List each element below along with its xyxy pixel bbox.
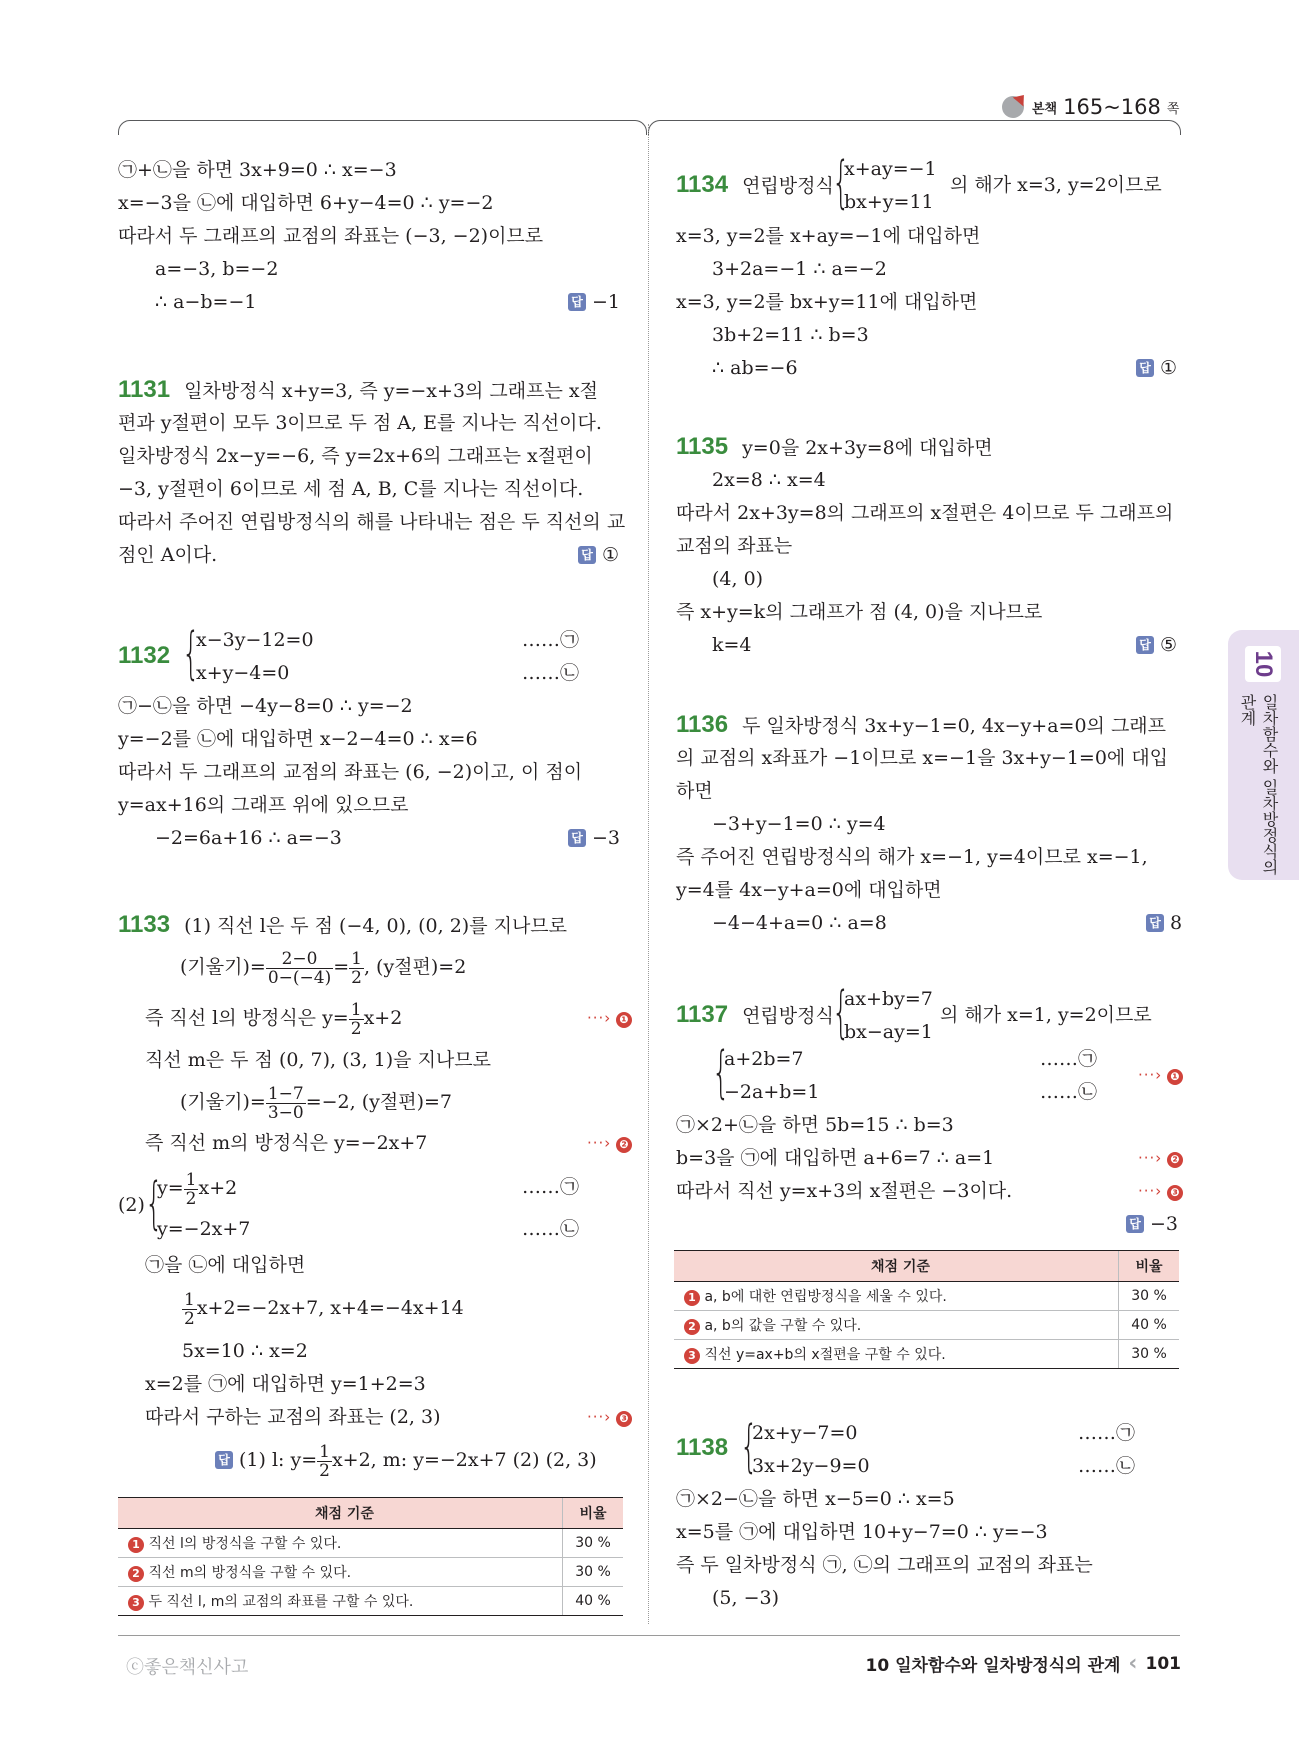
p1137-post: 의 해가 x=1, y=2이므로 (940, 1004, 1152, 1026)
system-brace: { (145, 1171, 163, 1236)
answer-icon: 답 (215, 1451, 233, 1469)
table-row: 2 직선 m의 방정식을 구할 수 있다. 30 % (118, 1558, 623, 1587)
table-header-criteria: 채점 기준 (118, 1498, 563, 1529)
p1137-tag1: ……㉠ (1040, 1048, 1098, 1070)
p1134-line3: x=3, y=2를 bx+y=11에 대입하면 (676, 291, 978, 313)
p1138-line2: x=5를 ㉠에 대입하면 10+y−7=0 ∴ y=−3 (676, 1521, 1048, 1543)
p1133-part2-label: (2) (118, 1194, 145, 1216)
table-header-ratio: 비율 (1119, 1251, 1180, 1282)
p1134-line4: 3b+2=11 ∴ b=3 (712, 324, 869, 346)
p1131-line5: 따라서 주어진 연립방정식의 해를 나타내는 점은 두 직선의 교 (118, 511, 626, 533)
left-frame-corner-r (632, 120, 647, 135)
system-brace: { (832, 980, 850, 1045)
chapter-number: 10 (1245, 646, 1281, 682)
chapter-side-tab (1228, 630, 1299, 880)
p1136-line4: −3+y−1=0 ∴ y=4 (712, 813, 886, 835)
p1136-answer: 답 8 (1146, 908, 1182, 938)
p1135-line5: (4, 0) (712, 568, 764, 590)
p1136-line2: 의 교점의 x좌표가 −1이므로 x=−1을 3x+y−1=0에 대입 (676, 747, 1169, 769)
p1135-line3: 따라서 2x+3y=8의 그래프의 x절편은 4이므로 두 그래프의 (676, 502, 1174, 524)
p1138-tag2: ……㉡ (1078, 1455, 1136, 1477)
p1134-eq1: x+ay=−1 (844, 158, 937, 180)
p1134-eq2: bx+y=11 (844, 191, 934, 213)
publisher: ⓒ좋은책신사고 (126, 1657, 249, 1678)
table-row: 1 직선 l의 방정식을 구할 수 있다. 30 % (118, 1529, 623, 1558)
right-frame-line (662, 120, 1168, 121)
p1130-answer: 답 −1 (568, 287, 620, 317)
p1132-line1: ㉠−㉡을 하면 −4y−8=0 ∴ y=−2 (118, 695, 413, 717)
system-brace: { (832, 150, 850, 215)
system-brace: { (182, 621, 200, 686)
p1131-line3: 일차방정식 2x−y=−6, 즉 y=2x+6의 그래프는 x절편이 (118, 445, 593, 467)
p1137-eq2: bx−ay=1 (844, 1021, 933, 1043)
p1132-eq2: x+y−4=0 (196, 662, 290, 684)
p1133-line13: 따라서 구하는 교점의 좌표는 (2, 3) (145, 1406, 441, 1428)
p1132-line2: y=−2를 ㉡에 대입하면 x−2−4=0 ∴ x=6 (118, 728, 478, 750)
p1133-line10: $\frac{1}{2}$ x+2=−2x+7, x+4=−4x+14 (184, 1289, 464, 1329)
table-row: 2 a, b의 값을 구할 수 있다. 40 % (674, 1311, 1179, 1340)
p1137-pre: 연립방정식 (742, 1005, 834, 1027)
p1137-answer: 답 −3 (1126, 1209, 1178, 1239)
p1135-line7: k=4 (712, 634, 752, 656)
p1131-line4: −3, y절편이 6이므로 세 점 A, B, C를 지나는 직선이다. (118, 478, 584, 500)
table-header-criteria: 채점 기준 (674, 1251, 1119, 1282)
answer-icon: 답 (1136, 359, 1154, 377)
p1133-slope2: (기울기)= $\frac{1-7}{3-0}$ =−2, (y절편)=7 (180, 1083, 452, 1123)
p1138-line4: (5, −3) (712, 1587, 780, 1609)
p1138-eq1: 2x+y−7=0 (752, 1422, 858, 1444)
p1133-sys1: y= $\frac{1}{2}$ x+2 (157, 1169, 238, 1209)
table-header-ratio: 비율 (563, 1498, 624, 1529)
chapter-side-title: 일차함수와 일차방정식의 관계 (1238, 694, 1279, 876)
p1133-line4: 직선 m은 두 점 (0, 7), (3, 1)을 지나므로 (145, 1049, 491, 1071)
p1131-line6: 점인 A이다. (118, 544, 218, 566)
p1138-eq2: 3x+2y−9=0 (752, 1455, 870, 1477)
p1137-tag2: ……㉡ (1040, 1081, 1098, 1103)
scoring-table-1133 (118, 1497, 623, 1616)
p1134-line5: ∴ ab=−6 (712, 357, 798, 379)
step-marker-2: ···› ❷ (587, 1128, 632, 1158)
column-divider (648, 124, 649, 1624)
p1133-tag2: ……㉡ (522, 1218, 580, 1240)
p1135-answer: 답 ⑤ (1136, 630, 1177, 660)
system-brace: { (712, 1040, 730, 1105)
p1136-line1: 두 일차방정식 3x+y−1=0, 4x−y+a=0의 그래프 (742, 715, 1167, 737)
p1137-sys2: −2a+b=1 (724, 1081, 820, 1103)
p1137-sys1: a+2b=7 (724, 1048, 804, 1070)
p1130-line5: ∴ a−b=−1 (155, 291, 257, 313)
chevron-left-icon: ‹ (1128, 1651, 1138, 1676)
p1137-eq1: ax+by=7 (844, 988, 933, 1010)
p1135-line4: 교점의 좌표는 (676, 535, 793, 557)
p1132-line5: −2=6a+16 ∴ a=−3 (155, 827, 342, 849)
p1135-line2: 2x=8 ∴ x=4 (712, 469, 826, 491)
return-arrow-icon (1000, 94, 1026, 120)
left-frame-corner (118, 120, 133, 135)
p1134-post: 의 해가 x=3, y=2이므로 (950, 174, 1162, 196)
answer-icon: 답 (568, 293, 586, 311)
step-marker-1: ···› ❶ (1138, 1060, 1183, 1090)
p1133-tag1: ……㉠ (522, 1176, 580, 1198)
p1131-line2: 편과 y절편이 모두 3이므로 두 점 A, E를 지나는 직선이다. (118, 412, 602, 434)
answer-icon: 답 (1146, 914, 1164, 932)
page-ref-label: 본책 (1032, 101, 1058, 117)
footer-divider (118, 1635, 1180, 1636)
problem-number: 1135 (676, 433, 729, 460)
scoring-table-1137 (674, 1250, 1179, 1369)
p1137-line4: b=3을 ㉠에 대입하면 a+6=7 ∴ a=1 (676, 1147, 995, 1169)
p1132-eq1: x−3y−12=0 (196, 629, 314, 651)
step-marker-1: ···› ❶ (587, 1003, 632, 1033)
p1134-pre: 연립방정식 (742, 175, 834, 197)
problem-number: 1132 (118, 642, 171, 669)
p1132-answer: 답 −3 (568, 823, 620, 853)
page-reference (1000, 92, 1179, 122)
page-range: 165~168 (1063, 95, 1161, 119)
p1132-line4: y=ax+16의 그래프 위에 있으므로 (118, 794, 409, 816)
table-row: 1 a, b에 대한 연립방정식을 세울 수 있다. 30 % (674, 1282, 1179, 1311)
p1133-line6: 즉 직선 m의 방정식은 y=−2x+7 (145, 1132, 428, 1154)
p1133-sys2: y=−2x+7 (157, 1218, 251, 1240)
step-marker-2: ···› ❷ (1138, 1143, 1183, 1173)
p1138-line3: 즉 두 일차방정식 ㉠, ㉡의 그래프의 교점의 좌표는 (676, 1554, 1093, 1576)
step-marker-3: ···› ❸ (1138, 1176, 1183, 1206)
problem-number: 1134 (676, 171, 729, 198)
page-unit: 쪽 (1166, 101, 1180, 117)
p1133-line12: x=2를 ㉠에 대입하면 y=1+2=3 (145, 1373, 426, 1395)
p1132-line3: 따라서 두 그래프의 교점의 좌표는 (6, −2)이고, 이 점이 (118, 761, 583, 783)
problem-number: 1131 (118, 376, 171, 403)
p1132-tag2: ……㉡ (522, 662, 580, 684)
p1132-tag1: ……㉠ (522, 629, 580, 651)
table-row: 3 직선 y=ax+b의 x절편을 구할 수 있다. 30 % (674, 1340, 1179, 1369)
step-marker-3: ···› ❸ (587, 1402, 632, 1432)
answer-icon: 답 (578, 546, 596, 564)
p1133-slope1: (기울기)= $\frac{2-0}{0-(-4)}$ = $\frac{1}{2}$ , (y절편)=2 (180, 948, 467, 988)
footer-chapter (866, 1651, 1181, 1676)
p1133-line1: (1) 직선 l은 두 점 (−4, 0), (0, 2)를 지나므로 (184, 915, 568, 937)
p1137-line3: ㉠×2+㉡을 하면 5b=15 ∴ b=3 (676, 1114, 954, 1136)
p1135-line1: y=0을 2x+3y=8에 대입하면 (742, 437, 993, 459)
left-frame-line (132, 120, 632, 121)
p1138-line1: ㉠×2−㉡을 하면 x−5=0 ∴ x=5 (676, 1488, 955, 1510)
answer-icon: 답 (568, 829, 586, 847)
right-frame-corner-l (648, 120, 663, 135)
problem-number: 1136 (676, 711, 729, 738)
problem-number: 1138 (676, 1434, 729, 1461)
footer-chapter-title: 10 일차함수와 일차방정식의 관계 (865, 1656, 1121, 1676)
right-frame-corner (1166, 120, 1181, 135)
p1130-line1: ㉠+㉡을 하면 3x+9=0 ∴ x=−3 (118, 159, 397, 181)
p1136-line6: y=4를 4x−y+a=0에 대입하면 (676, 879, 942, 901)
p1130-line3: 따라서 두 그래프의 교점의 좌표는 (−3, −2)이므로 (118, 225, 544, 247)
answer-icon: 답 (1136, 636, 1154, 654)
p1131-line1: 일차방정식 x+y=3, 즉 y=−x+3의 그래프는 x절 (184, 380, 598, 402)
problem-number: 1133 (118, 911, 171, 938)
p1134-line2: 3+2a=−1 ∴ a=−2 (712, 258, 887, 280)
p1135-line6: 즉 x+y=k의 그래프가 점 (4, 0)을 지나므로 (676, 601, 1043, 623)
page-number: 101 (1145, 1653, 1181, 1674)
p1136-line5: 즉 주어진 연립방정식의 해가 x=−1, y=4이므로 x=−1, (676, 846, 1148, 868)
p1133-line-l: 즉 직선 l의 방정식은 y= $\frac{1}{2}$ x+2 (145, 999, 403, 1039)
p1133-line9: ㉠을 ㉡에 대입하면 (145, 1254, 306, 1276)
table-row: 3 두 직선 l, m의 교점의 좌표를 구할 수 있다. 40 % (118, 1587, 623, 1616)
answer-icon: 답 (1126, 1215, 1144, 1233)
p1137-line5: 따라서 직선 y=x+3의 x절편은 −3이다. (676, 1180, 1013, 1202)
p1130-line4: a=−3, b=−2 (155, 258, 279, 280)
p1133-answer: 답 (1) l: y= $\frac{1}{2}$ x+2, m: y=−2x+7 (2) (2, 3) (215, 1438, 597, 1482)
p1134-answer: 답 ① (1136, 353, 1177, 383)
p1130-line2: x=−3을 ㉡에 대입하면 6+y−4=0 ∴ y=−2 (118, 192, 494, 214)
p1136-line3: 하면 (676, 780, 713, 802)
p1131-answer: 답 ① (578, 540, 619, 570)
problem-number: 1137 (676, 1001, 729, 1028)
p1136-line7: −4−4+a=0 ∴ a=8 (712, 912, 887, 934)
p1133-line11: 5x=10 ∴ x=2 (182, 1340, 308, 1362)
p1134-line1: x=3, y=2를 x+ay=−1에 대입하면 (676, 225, 981, 247)
system-brace: { (740, 1414, 758, 1479)
p1138-tag1: ……㉠ (1078, 1422, 1136, 1444)
